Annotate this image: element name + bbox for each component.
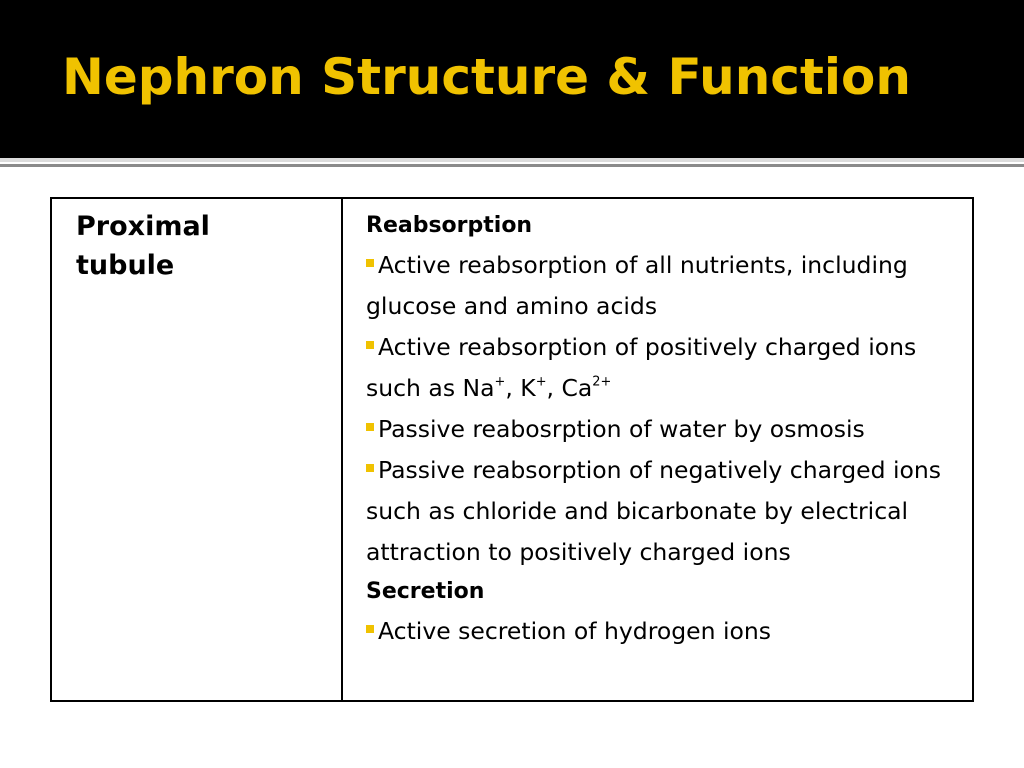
item-text: Active reabsorption of all nutrients, including glucose and amino acids: [366, 251, 908, 320]
list-item: [366, 409, 964, 450]
list-item: [366, 327, 964, 409]
structure-cell: [52, 199, 343, 700]
secretion-heading: Secretion: [366, 579, 485, 604]
superscript: 2+: [592, 374, 612, 390]
structure-function-table: [50, 197, 974, 702]
item-text: , Ca: [546, 374, 593, 402]
reabsorption-heading: Reabsorption: [366, 213, 533, 238]
superscript: +: [494, 374, 506, 390]
title-bar: [0, 0, 1024, 158]
superscript: +: [535, 374, 547, 390]
list-item: [366, 450, 964, 573]
item-text: Active reabsorption of positively charged ions such as Na: [366, 333, 917, 402]
square-bullet-icon: [366, 464, 374, 472]
structure-name-line-1: Proximal: [76, 211, 210, 242]
divider-light: [0, 158, 1024, 162]
item-text: Passive reabosrption of water by osmosis: [378, 415, 865, 443]
divider-dark: [0, 164, 1024, 167]
list-item: [366, 245, 964, 327]
item-text: Active secretion of hydrogen ions: [378, 617, 772, 645]
function-cell: [343, 199, 972, 700]
square-bullet-icon: [366, 259, 374, 267]
structure-name-line-2: tubule: [76, 250, 175, 281]
item-text: Passive reabsorption of negatively charged ions such as chloride and bicarbonate by electrical attraction to positively charged ions: [366, 456, 942, 566]
square-bullet-icon: [366, 341, 374, 349]
slide-title: Nephron Structure & Function: [62, 48, 911, 106]
square-bullet-icon: [366, 625, 374, 633]
list-item: [366, 611, 964, 652]
square-bullet-icon: [366, 423, 374, 431]
item-text: , K: [505, 374, 536, 402]
